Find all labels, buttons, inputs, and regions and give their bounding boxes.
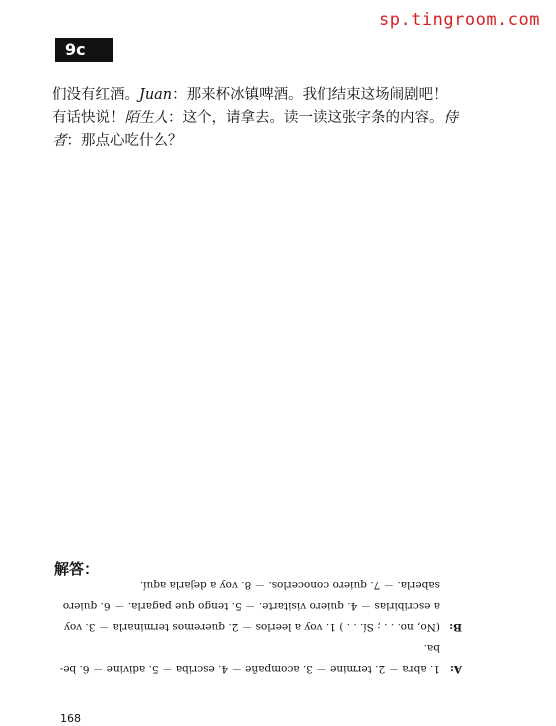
page-number: 168 [60, 712, 81, 725]
dialogue-segment: 们没有红酒。 [52, 87, 139, 103]
dialogue-line [52, 130, 482, 153]
dialogue-line [52, 107, 482, 130]
dialogue-text [52, 84, 482, 153]
speaker-name: Juan [139, 87, 173, 103]
answer-line [54, 658, 462, 679]
dialogue-segment: 有话快说！ [52, 110, 125, 126]
answer-line [54, 616, 462, 637]
watermark-text: sp.tingroom.com [378, 10, 540, 30]
dialogue-segment: ：这个，请拿去。读一读这张字条的内容。 [168, 110, 444, 126]
speaker-name: 侍 [443, 110, 458, 126]
answers-heading: 解答： [54, 560, 100, 578]
section-badge: 9c [55, 38, 113, 62]
speaker-name: 者 [52, 133, 67, 149]
answer-line: ba. [423, 642, 440, 654]
answer-line: a escribirlas － 4. quiero visitarte. － 5. tengo que pagarla. － 6. quiero [62, 600, 440, 612]
dialogue-line [52, 84, 482, 107]
answers-block-rotated [54, 574, 462, 679]
answer-text: 1. abra － 2. termine － 3. acompañe － 4. escriba － 5. adivine － 6. be- [59, 663, 440, 675]
dialogue-segment: ：那点心吃什么？ [66, 133, 183, 149]
dialogue-segment: ：那来杯冰镇啤酒。我们结束这场闹剧吧！ [172, 87, 448, 103]
answer-text: (No, no. . . ; Sí. . . ) 1. voy a leerlos － 2. queremos terminarla － 3. voy [63, 621, 440, 633]
answer-key: B: [449, 621, 462, 633]
answer-line: saberla. － 7. quiero conocerlos. － 8. voy a dejarla aquí. [139, 579, 440, 591]
speaker-name: 陌生人 [124, 110, 168, 126]
answer-key: A: [449, 663, 462, 675]
